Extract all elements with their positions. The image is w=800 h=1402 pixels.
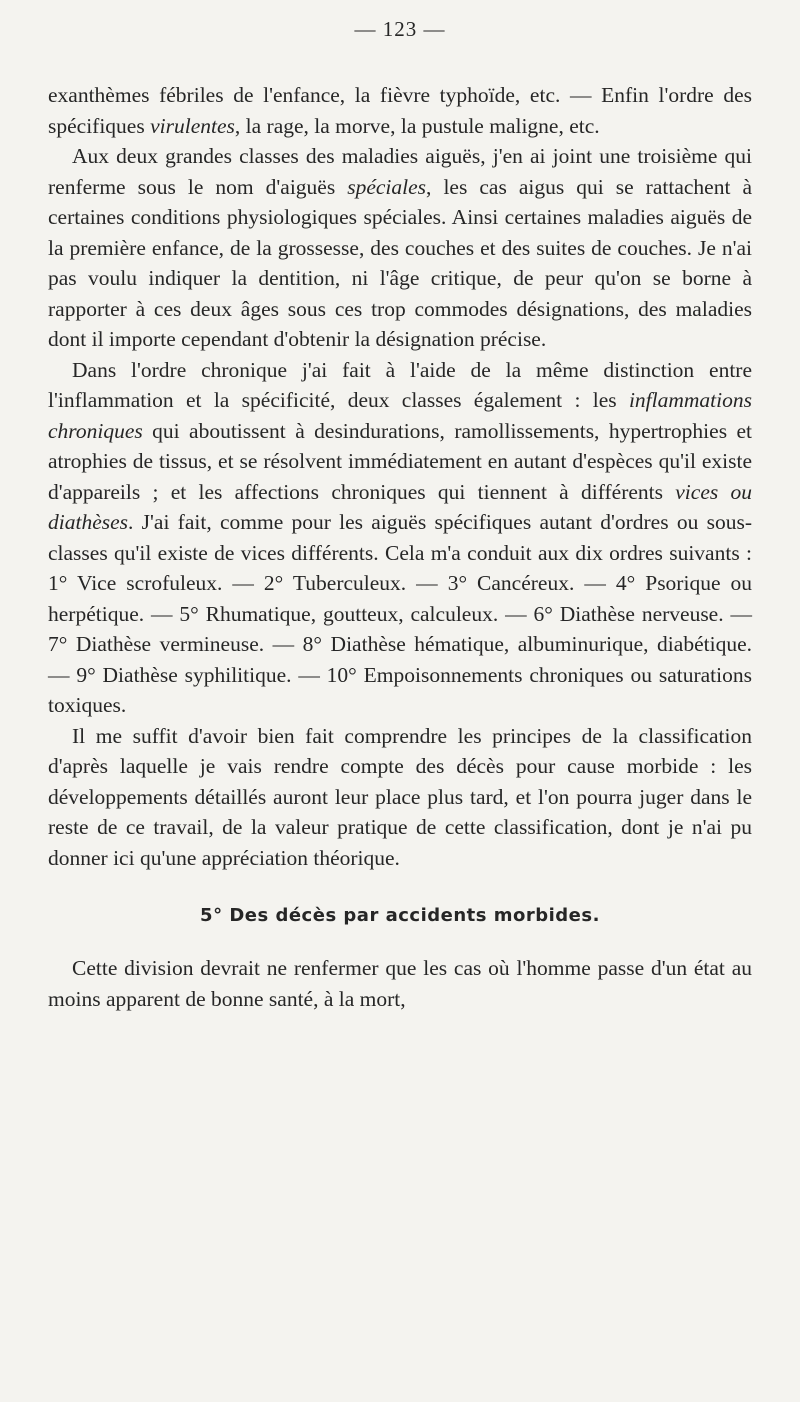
page-number: — 123 — xyxy=(354,17,446,41)
italic-term: spéciales xyxy=(347,174,427,199)
document-page xyxy=(48,14,752,1014)
paragraph-5: Cette division devrait ne renfermer que les cas où l'homme passe d'un état au moins apparent de bonne santé, à la mort, xyxy=(48,956,752,1011)
italic-term: vices ou diathèses xyxy=(48,479,753,534)
paragraph-1: exanthèmes fébriles de l'enfance, la fièvre typhoïde, etc. — Enfin l'ordre des spécifiques virulentes, la rage, la morve, la pustule maligne, etc. xyxy=(48,83,752,138)
paragraph-3: Dans l'ordre chronique j'ai fait à l'aide de la même distinction entre l'inflammation et la spécificité, deux classes également : les inflammations chroniques qui aboutissent à desindurations, ramollissements, hypertrophies et atrophies de tissus, et se résolvent immédiatement en autant d'espèces qu'il existe d'appareils ; et les affections chroniques qui tiennent à différents vices ou diathèses. J'ai fait, comme pour les aiguës spécifiques autant d'ordres ou sous-classes qu'il existe de vices différents. Cela m'a conduit aux dix ordres suivants : 1° Vice scrofuleux. — 2° Tuberculeux. — 3° Cancéreux. — 4° Psorique ou herpétique. — 5° Rhumatique, goutteux, calculeux. — 6° Diathèse nerveuse. — 7° Diathèse vermineuse. — 8° Diathèse hématique, albuminurique, diabétique. — 9° Diathèse syphilitique. — 10° Empoisonnements chroniques ou saturations toxiques. xyxy=(48,357,753,717)
italic-term: inflammations chroniques xyxy=(48,388,752,443)
section-heading: 5° Des décès par accidents morbides. xyxy=(200,905,600,926)
italic-term: virulentes xyxy=(150,113,235,138)
paragraph-2: Aux deux grandes classes des maladies aiguës, j'en ai joint une troisième qui renferme sous le nom d'aiguës spéciales, les cas aigus qui se rattachent à certaines conditions physiologiques spéciales. Ainsi certaines maladies aiguës de la première enfance, de la grossesse, des couches et des suites de couches. Je n'ai pas voulu indiquer la dentition, ni l'âge critique, de peur qu'on se borne à rapporter à ces deux âges sous ces trop commodes désignations, des maladies dont il importe cependant d'obtenir la désignation précise. xyxy=(48,144,752,351)
paragraph-4: Il me suffit d'avoir bien fait comprendre les principes de la classification d'après laquelle je vais rendre compte des décès pour cause morbide : les développements détaillés auront leur place plus tard, et l'on pourra juger dans le reste de ce travail, de la valeur pratique de cette classification, dont je n'ai pu donner ici qu'une appréciation théorique. xyxy=(48,723,752,870)
body-text xyxy=(48,80,752,873)
